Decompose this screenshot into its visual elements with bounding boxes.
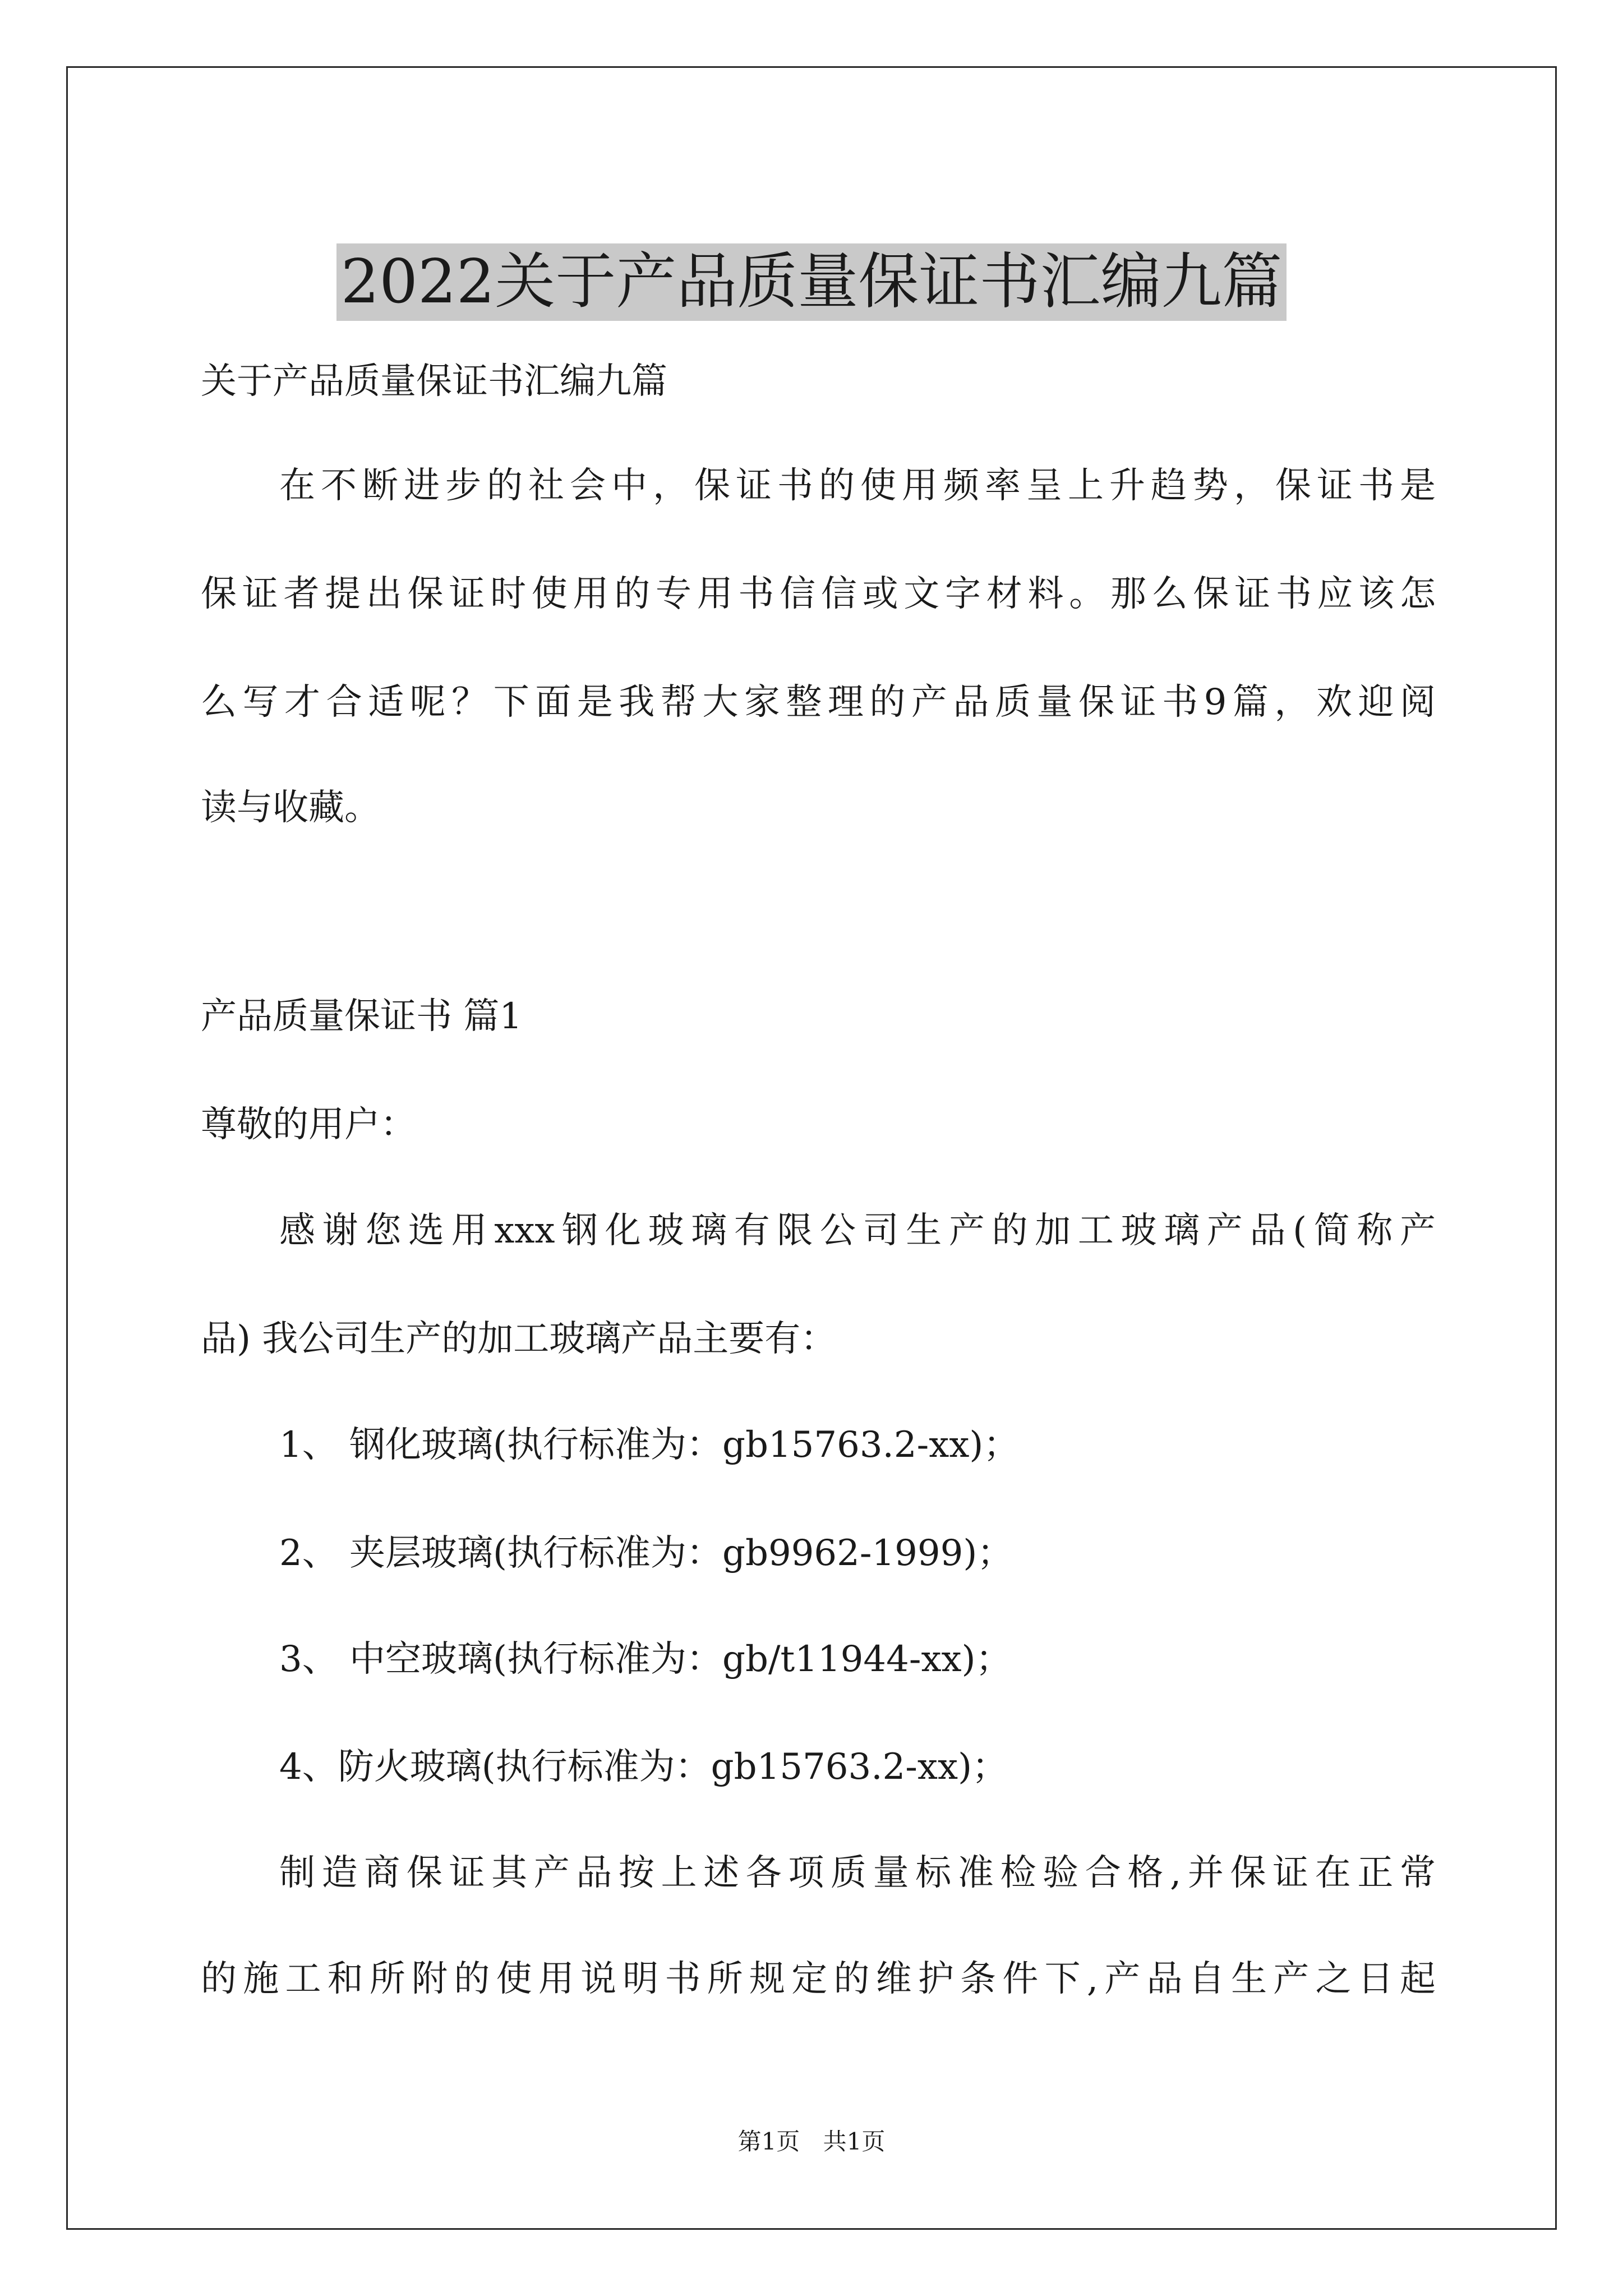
- list-item-1: 1、 钢化玻璃(执行标准为：gb15763.2-xx)；: [279, 1424, 1020, 1466]
- intro-line-3: 么写才合适呢？下面是我帮大家整理的产品质量保证书9篇，欢迎阅: [201, 682, 1436, 723]
- body-line-1: 感谢您选用xxx钢化玻璃有限公司生产的加工玻璃产品(简称产: [279, 1210, 1436, 1251]
- intro-line-4: 读与收藏。: [201, 787, 380, 829]
- list-item-2: 2、 夹层玻璃(执行标准为：gb9962-1999)；: [279, 1533, 1013, 1574]
- intro-line-1: 在不断进步的社会中，保证书的使用频率呈上升趋势，保证书是: [279, 465, 1436, 507]
- list-item-4: 4、防火玻璃(执行标准为：gb15763.2-xx)；: [279, 1746, 1008, 1788]
- body-line-2: 品) 我公司生产的加工玻璃产品主要有：: [201, 1318, 837, 1360]
- document-subtitle: 关于产品质量保证书汇编九篇: [201, 361, 667, 402]
- page-footer: [0, 2126, 1623, 2157]
- page-number: 第1页: [737, 2128, 800, 2155]
- salutation: 尊敬的用户：: [201, 1104, 416, 1145]
- list-item-3: 3、 中空玻璃(执行标准为：gb/t11944-xx)；: [279, 1639, 1012, 1680]
- intro-line-2: 保证者提出保证时使用的专用书信信或文字材料。那么保证书应该怎: [201, 573, 1436, 615]
- body-line-4: 的施工和所附的使用说明书所规定的维护条件下,产品自生产之日起: [201, 1958, 1436, 2000]
- body-line-3: 制造商保证其产品按上述各项质量标准检验合格,并保证在正常: [279, 1852, 1436, 1894]
- section-heading: 产品质量保证书 篇1: [201, 996, 523, 1037]
- page-total: 共1页: [823, 2128, 886, 2155]
- document-title: 2022关于产品质量保证书汇编九篇: [336, 243, 1287, 321]
- title-container: [0, 203, 1623, 362]
